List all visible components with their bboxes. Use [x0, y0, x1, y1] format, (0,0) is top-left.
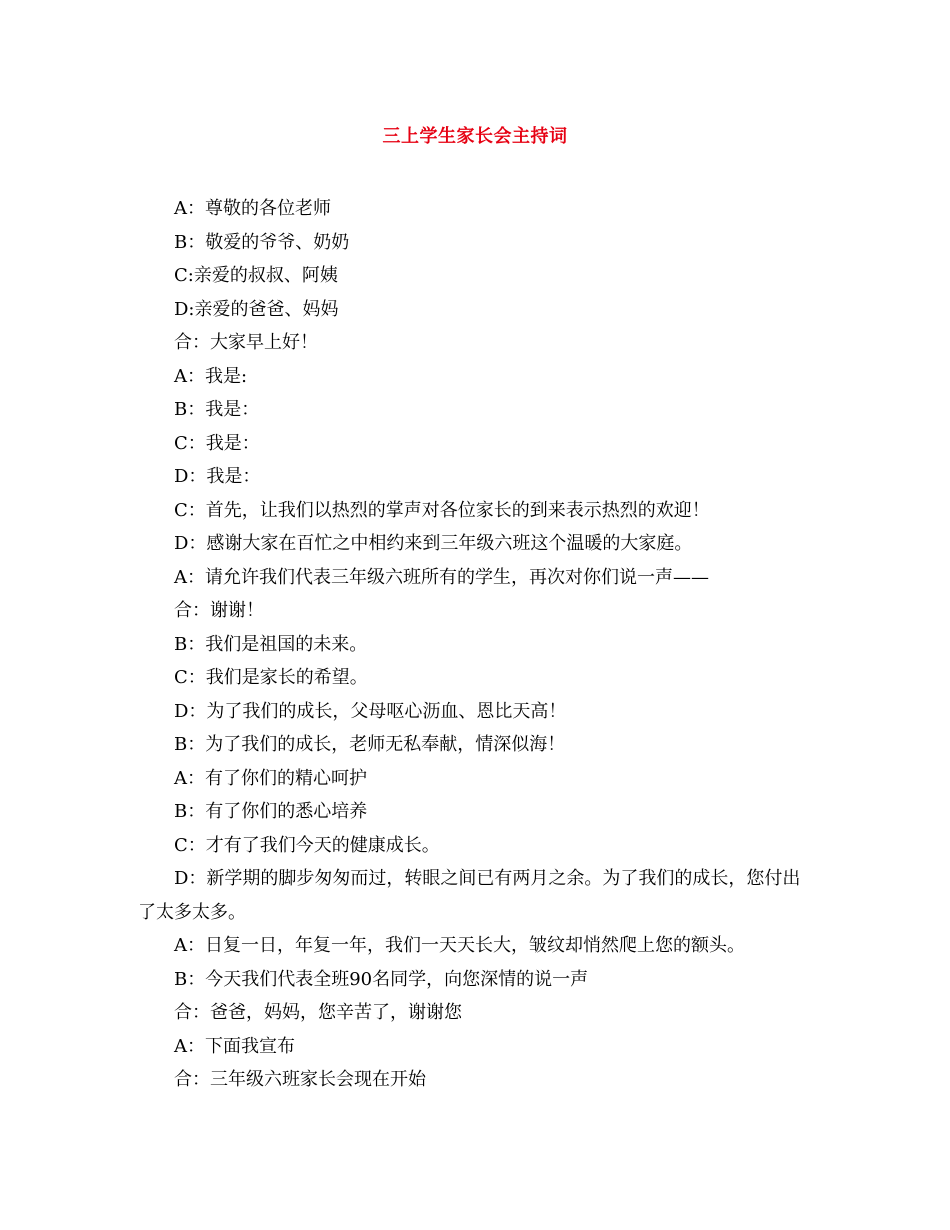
script-line: D：新学期的脚步匆匆而过，转眼之间已有两月之余。为了我们的成长，您付出了太多太多。 [138, 868, 801, 923]
script-line: B：为了我们的成长，老师无私奉献，情深似海！ [174, 734, 566, 755]
script-line: 合：大家早上好！ [174, 332, 318, 353]
script-line: D：为了我们的成长，父母呕心沥血、恩比天高！ [174, 700, 567, 722]
script-line: A：尊敬的各位老师 [174, 198, 331, 219]
script-line: C：才有了我们今天的健康成长。 [174, 834, 440, 856]
script-line: A：日复一日，年复一年，我们一天天长大，皱纹却悄然爬上您的额头。 [174, 935, 745, 956]
script-line: C：首先，让我们以热烈的掌声对各位家长的到来表示热烈的欢迎！ [174, 499, 710, 521]
script-line: A：有了你们的精心呵护 [174, 767, 367, 789]
script-line: 合：爸爸，妈妈，您辛苦了，谢谢您 [174, 1002, 462, 1023]
script-line: 合：三年级六班家长会现在开始 [174, 1069, 426, 1090]
document-body [138, 192, 818, 1097]
script-line: B：我是： [174, 399, 260, 420]
script-line: B：今天我们代表全班90名同学，向您深情的说一声 [174, 968, 589, 990]
script-line: D：感谢大家在百忙之中相约来到三年级六班这个温暖的大家庭。 [174, 533, 693, 554]
script-line: C：我是： [174, 432, 260, 454]
script-line: B：有了你们的悉心培养 [174, 801, 368, 822]
script-line: A：下面我宣布 [174, 1035, 295, 1057]
script-line: C:亲爱的叔叔、阿姨 [174, 265, 338, 286]
script-line: 合：谢谢！ [174, 600, 264, 621]
script-line: B：敬爱的爷爷、奶奶 [174, 231, 350, 253]
script-line: D：我是： [174, 466, 261, 487]
script-line: C：我们是家长的希望。 [174, 667, 368, 688]
script-line: B：我们是祖国的未来。 [174, 633, 368, 655]
script-line: A：我是: [174, 365, 248, 387]
script-line: D:亲爱的爸爸、妈妈 [174, 298, 339, 320]
document-title: 三上学生家长会主持词 [382, 126, 568, 147]
script-line: A：请允许我们代表三年级六班所有的学生，再次对你们说一声—— [174, 566, 709, 588]
